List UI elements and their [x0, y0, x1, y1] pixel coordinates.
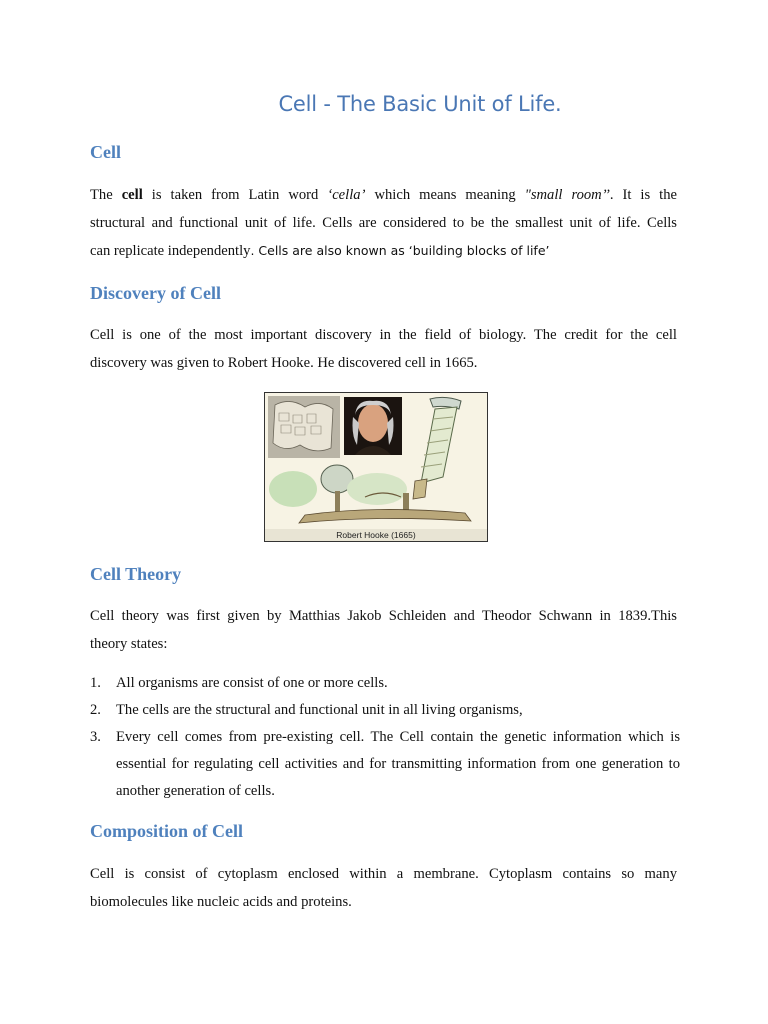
paragraph-cell — [90, 182, 677, 265]
heading-cell-theory: Cell Theory — [90, 564, 182, 584]
microscope-illustration-icon — [265, 393, 487, 529]
heading-cell: Cell — [90, 142, 121, 162]
bold-term-cell: cell — [121, 187, 143, 203]
heading-composition: Composition of Cell — [90, 821, 243, 841]
figure-caption: Robert Hooke (1665) — [265, 529, 487, 541]
paragraph-line: discovery was given to Robert Hooke. He discovered cell in 1665. — [90, 354, 478, 371]
paragraph-line: biomolecules like nucleic acids and proteins. — [90, 893, 352, 910]
list-item-line: Every cell comes from pre-existing cell. The Cell contain the genetic information which is — [116, 729, 680, 745]
list-item — [90, 670, 680, 697]
paragraph-line: The cell is taken from Latin word ‘cella’ which means meaning "small room’’. It is the — [90, 187, 677, 203]
list-number: 1. — [90, 675, 101, 691]
paragraph-cell-theory — [90, 603, 677, 658]
list-item-line: essential for regulating cell activities and for transmitting information from one generation to — [116, 756, 680, 772]
cell-theory-list — [90, 670, 680, 805]
list-item-line: The cells are the structural and functional unit in all living organisms, — [116, 702, 523, 718]
paragraph-line: can replicate independently. Cells are also known as ‘building blocks of life’ — [90, 243, 550, 259]
list-number: 2. — [90, 702, 101, 718]
paragraph-composition — [90, 861, 677, 916]
paragraph-line: structural and functional unit of life. Cells are considered to be the smallest unit of life. Cells — [90, 214, 677, 231]
list-item-line: another generation of cells. — [116, 783, 275, 799]
robert-hooke-figure — [264, 392, 488, 542]
italic-term-cella: ‘cella’ — [327, 187, 366, 203]
paragraph-line: Cell is one of the most important discovery in the field of biology. The credit for the cell — [90, 327, 677, 343]
heading-discovery: Discovery of Cell — [90, 283, 221, 303]
paragraph-line: theory states: — [90, 635, 168, 652]
page-title: Cell - The Basic Unit of Life. — [278, 92, 562, 116]
italic-term-small-room: "small room’’ — [524, 187, 610, 203]
list-item — [90, 724, 680, 805]
paragraph-line: Cell is consist of cytoplasm enclosed within a membrane. Cytoplasm contains so many — [90, 866, 677, 882]
list-number: 3. — [90, 729, 101, 745]
list-item-line: All organisms are consist of one or more cells. — [116, 675, 388, 691]
list-item — [90, 697, 680, 724]
paragraph-line: Cell theory was first given by Matthias Jakob Schleiden and Theodor Schwann in 1839.This — [90, 608, 677, 624]
paragraph-discovery — [90, 322, 677, 377]
